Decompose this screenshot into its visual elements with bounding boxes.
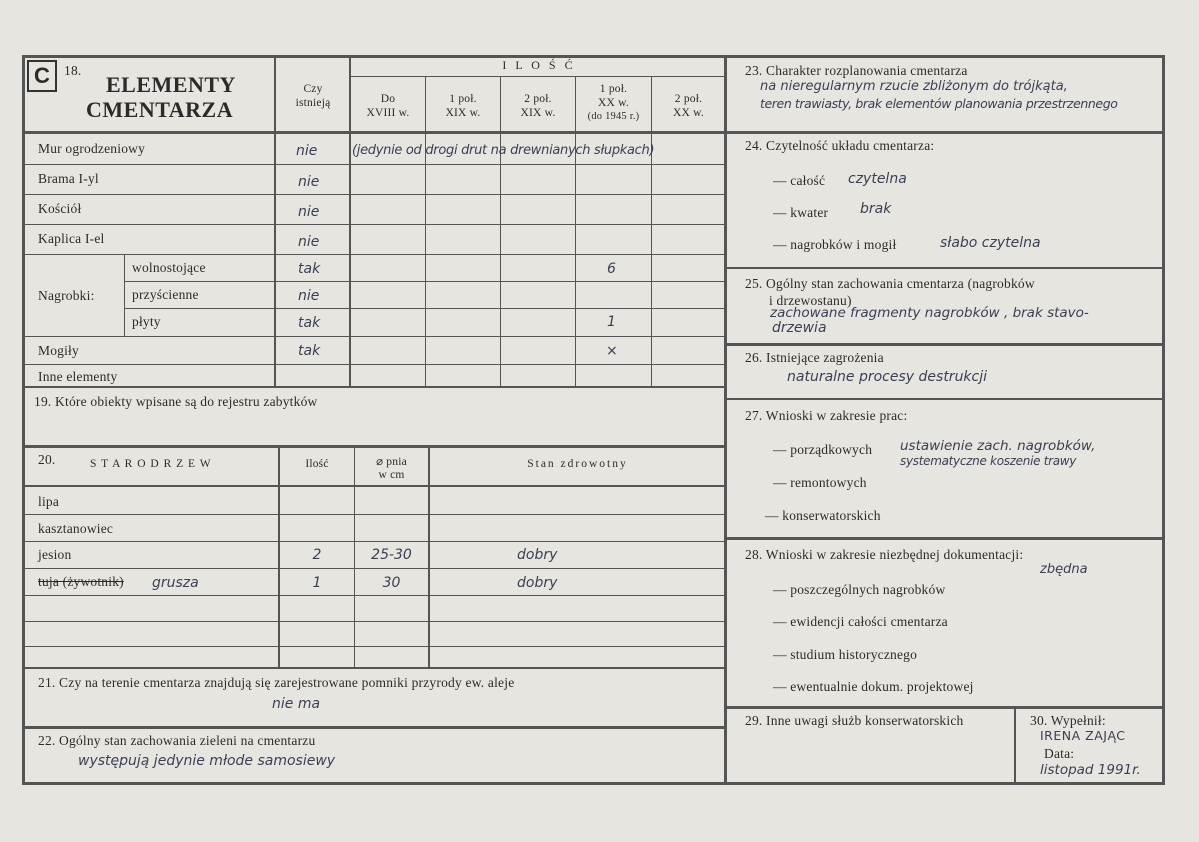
col-header-line: 1 poł. [449, 93, 477, 105]
frame-right [1162, 55, 1165, 785]
s20-col-stan [428, 448, 430, 669]
row-line [22, 621, 727, 622]
qty-wolnostojace: 6 [607, 261, 616, 277]
s18-title-line2: CMENTARZA [86, 97, 234, 122]
s28-label: 28. Wnioski w zakresie niezbędnej dokumentacji: [745, 547, 1024, 562]
s24-calosc-value: czytelna [848, 171, 907, 187]
s30-label: 30. Wypełnił: [1030, 713, 1106, 728]
s28-item: — ewidencji całości cmentarza [773, 614, 948, 629]
row-line [22, 336, 727, 337]
row-label-kaplica: Kaplica I-el [38, 231, 105, 246]
s25-bottom [724, 343, 1165, 346]
s18-title-line1: ELEMENTY [106, 72, 236, 97]
qty-mogily: × [606, 343, 618, 359]
s21-answer: nie ma [272, 696, 321, 712]
s19-label: 19. Które obiekty wpisane są do rejestru zabytków [34, 394, 318, 409]
col-header-line: XIX w. [520, 107, 556, 119]
s18-col-exists-left [274, 55, 276, 388]
s25-answer-line1: zachowane fragmenty nagrobków , brak stavo- [770, 305, 1089, 321]
tree-name: kasztanowiec [38, 521, 114, 536]
s29-s30-divider [1014, 706, 1016, 785]
row-label-kosciol: Kościół [38, 201, 82, 216]
col-header-line: XX w. [598, 97, 629, 109]
row-label-przyscienne: przyścienne [132, 287, 199, 302]
s20-pnia-unit: w cm [378, 469, 405, 481]
row-label-wolnostojace: wolnostojące [132, 260, 206, 275]
row-line [22, 194, 727, 195]
row-line [22, 364, 727, 365]
row-line [22, 646, 727, 647]
s25-label-line1: 25. Ogólny stan zachowania cmentarza (nagrobków [745, 276, 1035, 291]
col-header-line: 2 poł. [524, 93, 552, 105]
s20-bottom [22, 667, 727, 669]
s30-date: listopad 1991r. [1040, 762, 1141, 778]
exists-header-line1: Czy [303, 83, 323, 95]
s18-bottom [22, 386, 727, 388]
s18-col2 [425, 76, 426, 388]
s27-konserwatorskich: — konserwatorskich [765, 508, 881, 523]
s30-name: IRENA ZAJĄC [1040, 728, 1126, 743]
s30-date-label: Data: [1044, 746, 1075, 761]
s22-answer: występują jedynie młode samosiewy [78, 753, 336, 769]
s24-nagrobkow: — nagrobków i mogił [773, 237, 897, 252]
row-line [124, 281, 727, 282]
tree-size: 30 [382, 575, 401, 591]
s23-bottom [724, 131, 1165, 134]
tree-name: lipa [38, 494, 60, 509]
s25-answer-line2: drzewia [772, 320, 827, 336]
s22-label: 22. Ogólny stan zachowania zieleni na cmentarzu [38, 733, 316, 748]
s23-answer-line2: teren trawiasty, brak elementów planowania przestrzennego [760, 96, 1118, 111]
tree-name-struck: tuja (żywotnik) [38, 574, 124, 589]
s27-porzadkowych-value1: ustawienie zach. nagrobków, [900, 438, 1096, 454]
row-line [22, 224, 727, 225]
s27-label: 27. Wnioski w zakresie prac: [745, 408, 908, 423]
s26-answer: naturalne procesy destrukcji [787, 369, 988, 385]
s20-number: 20. [38, 452, 56, 467]
s18-header-bottom [22, 131, 727, 134]
mur-note: (jedynie od drogi drut na drewnianych słupkach) [352, 143, 655, 158]
row-label-nagrobki: Nagrobki: [38, 288, 95, 303]
row-line [22, 514, 727, 515]
exists-plyty: tak [298, 315, 321, 331]
s24-kwater-value: brak [860, 201, 892, 217]
col-header-line: Do [380, 93, 396, 105]
tree-qty: 1 [312, 575, 322, 591]
s23-answer-line1: na nieregularnym rzucie zbliżonym do trójkąta, [760, 79, 1068, 94]
s21-label: 21. Czy na terenie cmentarza znajdują się zarejestrowane pomniki przyrody ew. aleje [38, 675, 515, 690]
tree-qty: 2 [312, 547, 322, 563]
s19-bottom [22, 445, 727, 448]
exists-kosciol: nie [298, 204, 320, 220]
qty-plyty: 1 [607, 314, 616, 330]
row-line [124, 308, 727, 309]
col-header-line: 1 poł. [599, 83, 628, 95]
col-header-line: 2 poł. [674, 93, 703, 105]
frame-bottom [22, 782, 1164, 785]
s18-number: 18. [64, 63, 82, 78]
s28-item: — studium historycznego [773, 647, 918, 662]
s21-bottom [22, 726, 727, 729]
s28-item: — poszczególnych nagrobków [773, 582, 946, 597]
s26-label: 26. Istniejące zagrożenia [745, 350, 884, 365]
s24-bottom [724, 267, 1165, 269]
s20-pnia-header: ⌀ pnia [376, 456, 407, 468]
nagrobki-divider [124, 254, 125, 336]
s18-col4 [575, 76, 576, 388]
row-label-mur: Mur ogrodzeniowy [38, 141, 146, 156]
ilosc-header: I L O Ś Ć [502, 58, 576, 72]
s28-item: — ewentualnie dokum. projektowej [773, 679, 974, 694]
s18-col3 [500, 76, 501, 388]
row-label-inne: Inne elementy [38, 369, 118, 384]
col-header-line: XVIII w. [366, 107, 410, 119]
row-label-plyty: płyty [132, 314, 161, 329]
s24-kwater: — kwater [773, 205, 829, 220]
exists-wolnostojace: tak [298, 261, 321, 277]
tree-state: dobry [517, 575, 558, 591]
tree-name: jesion [38, 547, 72, 562]
s29-label: 29. Inne uwagi służb konserwatorskich [745, 713, 964, 728]
exists-brama: nie [298, 174, 320, 190]
s27-porzadkowych: — porządkowych [773, 442, 873, 457]
col-header-line: XX w. [673, 107, 704, 119]
card-type-badge: C [27, 60, 57, 92]
row-label-mogily: Mogiły [38, 343, 79, 358]
exists-kaplica: nie [298, 234, 320, 250]
s28-bottom [724, 706, 1165, 709]
s24-nagrobkow-value: słabo czytelna [940, 235, 1041, 251]
s20-header-bottom [22, 485, 727, 487]
col-header-line: (do 1945 r.) [587, 111, 640, 122]
tree-size: 25-30 [371, 547, 412, 563]
s20-ilosc-header: Ilość [305, 458, 329, 470]
exists-mogily: tak [298, 343, 321, 359]
row-line [22, 568, 727, 569]
s27-porzadkowych-value2: systematyczne koszenie trawy [900, 454, 1077, 468]
exists-przyscienne: nie [298, 288, 320, 304]
s28-answer: zbędna [1040, 562, 1088, 577]
row-line [22, 164, 727, 165]
s18-col5 [651, 76, 652, 388]
s20-stan-header: Stan zdrowotny [527, 458, 628, 470]
row-line [22, 541, 727, 542]
s23-label: 23. Charakter rozplanowania cmentarza [745, 63, 968, 78]
exists-header-line2: istnieją [295, 97, 331, 109]
s27-remontowych: — remontowych [773, 475, 867, 490]
exists-mur: nie [296, 143, 318, 159]
row-line [22, 595, 727, 596]
s24-label: 24. Czytelność układu cmentarza: [745, 138, 935, 153]
row-label-brama: Brama I-yl [38, 171, 99, 186]
s20-title: S T A R O D R Z E W [90, 458, 212, 470]
s18-ilosc-line [349, 76, 727, 77]
tree-state: dobry [517, 547, 558, 563]
s26-bottom [724, 398, 1165, 400]
s24-calosc: — całość [773, 173, 826, 188]
row-line [22, 254, 727, 255]
s27-bottom [724, 537, 1165, 540]
s25-label-line2: i drzewostanu) [769, 293, 852, 308]
col-header-line: XIX w. [445, 107, 481, 119]
tree-name-replacement: grusza [152, 575, 199, 591]
